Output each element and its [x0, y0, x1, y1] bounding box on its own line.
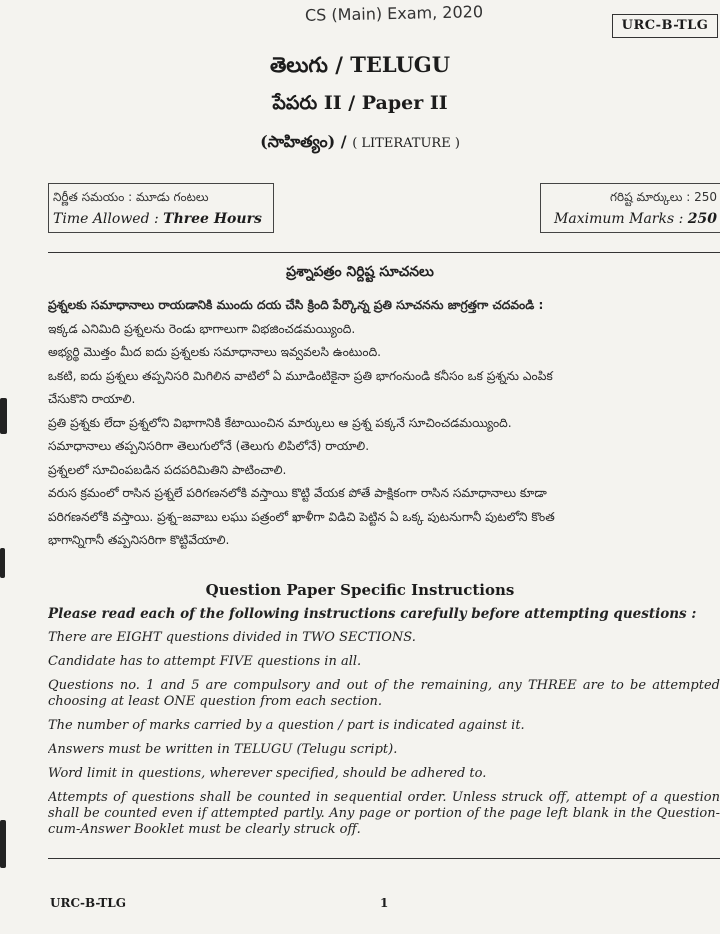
divider-top	[48, 252, 720, 253]
page-number: 1	[380, 896, 389, 910]
time-allowed-label: Time Allowed :	[53, 211, 164, 227]
telugu-instruction-line: ఒకటి, ఐదు ప్రశ్నలు తప్పనిసరి మిగిలిన వాటిలో ఏ మూడింటికైనా ప్రతి భాగంనుండి కనీసం ఒక ప్రశ్నను ఎంపిక	[48, 368, 553, 383]
english-instruction-line: Answers must be written in TELUGU (Telugu script).	[48, 742, 398, 757]
time-allowed-box	[48, 183, 274, 233]
telugu-instructions	[48, 294, 720, 553]
maximum-marks-english	[545, 208, 717, 230]
telugu-instruction-line: చేసుకొని రాయాలి.	[48, 392, 136, 406]
maximum-marks-box	[540, 183, 720, 233]
language-title: తెలుగు / TELUGU	[269, 52, 451, 77]
maximum-marks-label: Maximum Marks :	[554, 211, 688, 227]
time-allowed-english	[53, 208, 269, 230]
subject-english: ( LITERATURE )	[352, 136, 460, 151]
english-instruction-line: Word limit in questions, wherever specified, should be adhered to.	[48, 766, 487, 781]
footer-paper-code: URC-B-TLG	[50, 896, 126, 910]
english-instruction-line: Candidate has to attempt FIVE questions in all.	[48, 654, 362, 669]
telugu-instruction-line: భాగాన్నిగానీ తప్పనిసరిగా కొట్టివేయాలి.	[48, 533, 230, 547]
subject-telugu: (సాహిత్యం) /	[260, 132, 353, 151]
exam-title: CS (Main) Exam, 2020	[304, 2, 484, 25]
telugu-instruction-line: ఇక్కడ ఎనిమిది ప్రశ్నలను రెండు భాగాలుగా విభజించడమయ్యింది.	[48, 321, 356, 336]
paper-code-box: URC-B-TLG	[612, 14, 718, 38]
telugu-instruction-line: వరుస క్రమంలో రాసిన ప్రశ్నలే పరిగణనలోకి వస్తాయి కొట్టి వేయక పోతే పాక్షికంగా రాసిన సమాధానాలు కూడా	[48, 486, 547, 500]
subject-title	[0, 132, 720, 155]
scan-edge-mark	[0, 398, 7, 434]
english-instructions	[48, 606, 720, 846]
maximum-marks-telugu: గరిష్ట మార్కులు : 250	[610, 190, 717, 204]
english-instructions-heading: Question Paper Specific Instructions	[205, 581, 515, 599]
telugu-instruction-line: పరిగణనలోకి వస్తాయి. ప్రశ్న–జవాబు లఘు పత్రంలో ఖాళీగా విడిచి పెట్టిన ఏ ఒక్క పుటనుగానీ పుటలోని కొంత	[48, 509, 555, 524]
english-instruction-line: Attempts of questions shall be counted in sequential order. Unless struck off, attempt of a question shall be counted even if attempted partly. Any page or portion of the page left blank in the Question-cum-Answer Booklet must be clearly struck off.	[48, 790, 720, 837]
english-instructions-intro: Please read each of the following instructions carefully before attempting questions :	[48, 606, 697, 622]
telugu-instruction-line: సమాధానాలు తప్పనిసరిగా తెలుగులోనే (తెలుగు లిపిలోనే) రాయాలి.	[48, 439, 370, 453]
maximum-marks-value: 250	[687, 211, 717, 227]
english-instruction-line: The number of marks carried by a question / part is indicated against it.	[48, 718, 525, 733]
telugu-instruction-line: ప్రతి ప్రశ్నకు లేదా ప్రశ్నలోని విభాగానికి కేటాయించిన మార్కులు ఆ ప్రశ్న పక్కనే సూచించడమయ్యింది.	[48, 415, 512, 430]
english-instruction-line: Questions no. 1 and 5 are compulsory and out of the remaining, any THREE are to be attempted choosing at least ONE question from each section.	[48, 678, 720, 709]
telugu-instruction-line: అభ్యర్థి మొత్తం మీద ఐదు ప్రశ్నలకు సమాధానాలు ఇవ్వవలసి ఉంటుంది.	[48, 345, 382, 359]
telugu-instruction-line: ప్రశ్నలలో సూచింపబడిన పదపరిమితిని పాటించాలి.	[48, 462, 287, 477]
scan-edge-mark	[0, 548, 5, 578]
paper-title: పేపరు II / Paper II	[272, 92, 448, 114]
time-allowed-telugu: నిర్ణీత సమయం : మూడు గంటలు	[53, 190, 209, 204]
english-instruction-line: There are EIGHT questions divided in TWO SECTIONS.	[48, 630, 416, 645]
time-allowed-value: Three Hours	[163, 211, 262, 227]
telugu-instructions-heading: ప్రశ్నాపత్రం నిర్దిష్ట సూచనలు	[286, 264, 434, 280]
divider-bottom	[48, 858, 720, 859]
telugu-instruction-line: ప్రశ్నలకు సమాధానాలు రాయడానికి ముందు దయ చేసి క్రింది పేర్కొన్న ప్రతి సూచనను జాగ్రత్తగా చదవండి :	[48, 298, 544, 312]
scan-edge-mark	[0, 820, 6, 868]
